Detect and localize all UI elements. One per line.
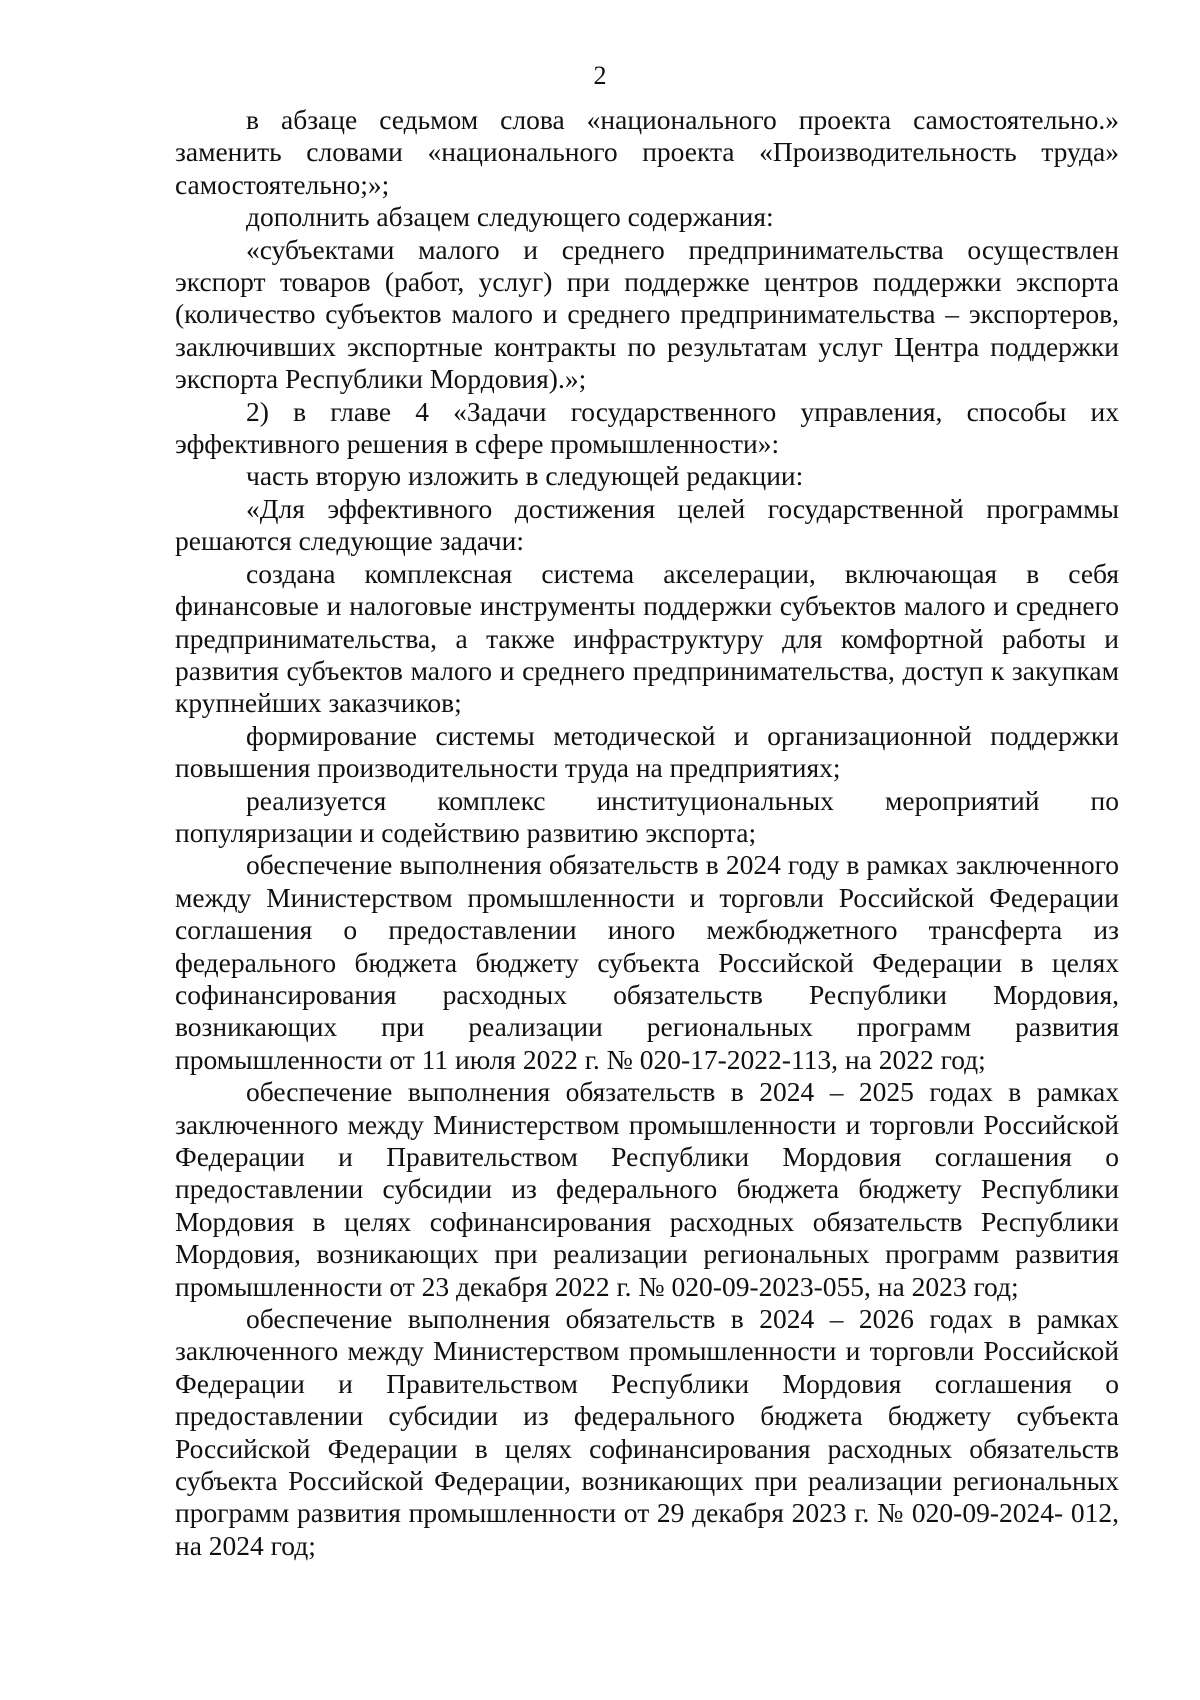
paragraph: формирование системы методической и организационной поддержки повышения производительности труда на предприятиях; xyxy=(175,719,1119,784)
paragraph: «субъектами малого и среднего предпринимательства осуществлен экспорт товаров (работ, услуг) при поддержке центров поддержки экспорта (количество субъектов малого и среднего предпринимательства – экспортеров, заключивших экспортные контракты по результатам услуг Центра поддержки экспорта Республики Мордовия).»; xyxy=(175,233,1119,395)
paragraph: 2) в главе 4 «Задачи государственного управления, способы их эффективного решения в сфере промышленности»: xyxy=(175,395,1119,460)
paragraph: «Для эффективного достижения целей государственной программы решаются следующие задачи: xyxy=(175,492,1119,557)
paragraph: обеспечение выполнения обязательств в 2024 году в рамках заключенного между Министерством промышленности и торговли Российской Федерации соглашения о предоставлении иного межбюджетного трансферта из федерального бюджета бюджету субъекта Российской Федерации в целях софинансирования расходных обязательств Республики Мордовия, возникающих при реализации региональных программ развития промышленности от 11 июля 2022 г. № 020-17-2022-113, на 2022 год; xyxy=(175,849,1119,1075)
paragraph: дополнить абзацем следующего содержания: xyxy=(246,201,774,233)
paragraph: создана комплексная система акселерации, включающая в себя финансовые и налоговые инструменты поддержки субъектов малого и среднего предпринимательства, а также инфраструктуру для комфортной работы и развития субъектов малого и среднего предпринимательства, доступ к закупкам крупнейших заказчиков; xyxy=(175,557,1119,719)
paragraph: обеспечение выполнения обязательств в 2024 – 2025 годах в рамках заключенного между Министерством промышленности и торговли Российской Федерации и Правительством Республики Мордовия соглашения о предоставлении субсидии из федерального бюджета бюджету Республики Мордовия в целях софинансирования расходных обязательств Республики Мордовия, возникающих при реализации региональных программ развития промышленности от 23 декабря 2022 г. № 020-09-2023-055, на 2023 год; xyxy=(175,1076,1119,1302)
paragraph: обеспечение выполнения обязательств в 2024 – 2026 годах в рамках заключенного между Министерством промышленности и торговли Российской Федерации и Правительством Республики Мордовия соглашения о предоставлении субсидии из федерального бюджета бюджету субъекта Российской Федерации в целях софинансирования расходных обязательств субъекта Российской Федерации, возникающих при реализации региональных программ развития промышленности от 29 декабря 2023 г. № 020-09-2024- 012, на 2024 год; xyxy=(175,1303,1119,1561)
page-number: 2 xyxy=(593,61,607,90)
document-body xyxy=(175,104,1119,1562)
paragraph: в абзаце седьмом слова «национального проекта самостоятельно.» заменить словами «национального проекта «Производительность труда» самостоятельно;»; xyxy=(175,104,1119,200)
paragraph: часть вторую изложить в следующей редакции: xyxy=(246,460,804,492)
paragraph: реализуется комплекс институциональных мероприятий по популяризации и содействию развитию экспорта; xyxy=(175,784,1119,848)
